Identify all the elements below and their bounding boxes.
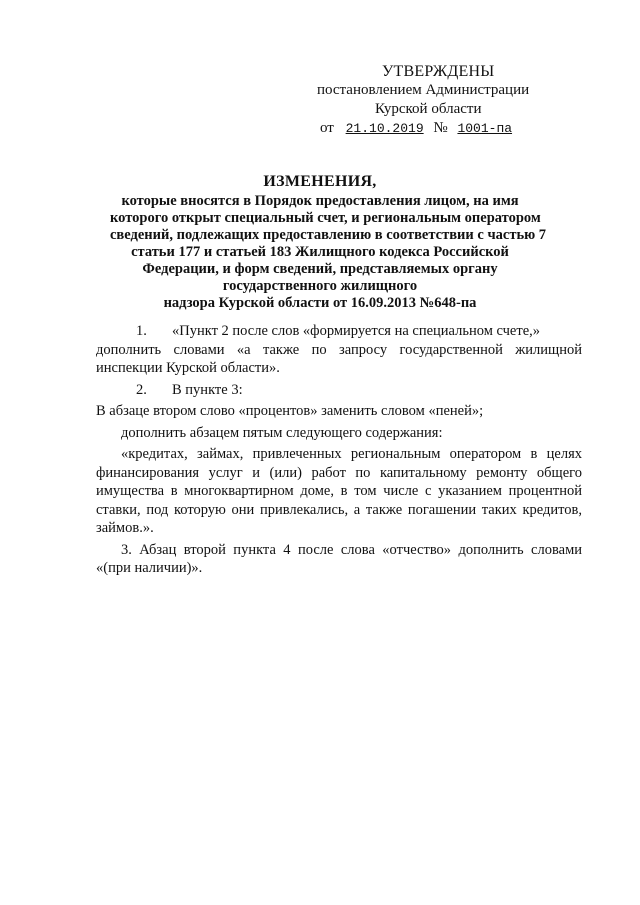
number-prefix: №: [433, 120, 448, 136]
paragraph-text: ставки, под которую они привлекались, а также погашении таких кредитов,: [96, 501, 582, 518]
paragraph-text: имущества в многоквартирном доме, в том числе с указанием процентной: [96, 483, 582, 499]
paragraph-text: дополнить абзацем пятым следующего содержания:: [121, 424, 443, 441]
heading-line: Федерации, и форм сведений, представляемых органу: [142, 261, 498, 277]
item-number: 2.: [136, 381, 147, 398]
paragraph-1: [96, 322, 582, 378]
heading-line: государственного жилищного: [222, 278, 418, 294]
paragraph-2: [96, 381, 582, 400]
approval-title: УТВЕРЖДЕНЫ: [382, 63, 495, 80]
paragraph-text: «(при наличии)».: [96, 560, 203, 576]
paragraph-6: [96, 541, 582, 578]
approval-line-1: постановлением Администрации: [317, 82, 530, 98]
document-heading: [110, 172, 547, 312]
paragraph-text: дополнить словами «а также по запросу государственной жилищной: [96, 341, 582, 358]
approval-date: 21.10.2019: [345, 121, 424, 136]
heading-line: которые вносятся в Порядок предоставления лицом, на имя: [121, 193, 519, 209]
paragraph-text: займов.».: [96, 520, 154, 536]
document-body: [96, 322, 582, 581]
approval-date-line: [300, 119, 550, 138]
paragraph-text: В абзаце втором слово «процентов» заменить словом «пеней»;: [96, 403, 484, 419]
approval-number: 1001-па: [457, 121, 513, 136]
paragraph-text: 3. Абзац второй пункта 4 после слова «отчество» дополнить словами: [121, 541, 582, 558]
heading-line: которого открыт специальный счет, и региональным оператором: [110, 210, 541, 226]
approval-line-2: Курской области: [375, 101, 482, 117]
heading-line: сведений, подлежащих предоставлению в соответствии с частью 7: [110, 227, 547, 243]
paragraph-text: «кредитах, займах, привлеченных региональным оператором в целях: [121, 446, 582, 462]
paragraph-text: финансирования услуг и (или) работ по капитальному ремонту общего: [96, 464, 582, 481]
item-number: 1.: [136, 323, 147, 339]
heading-main: ИЗМЕНЕНИЯ,: [263, 173, 377, 190]
heading-line: надзора Курской области от 16.09.2013 №648-па: [163, 295, 477, 311]
paragraph-text: В пункте 3:: [172, 381, 243, 398]
heading-line: статьи 177 и статьей 183 Жилищного кодекса Российской: [131, 244, 509, 260]
paragraph-3: [96, 402, 582, 421]
paragraph-5: [96, 445, 582, 538]
date-prefix: от: [320, 120, 334, 136]
paragraph-text: инспекции Курской области».: [96, 360, 280, 376]
paragraph-text: «Пункт 2 после слов «формируется на специальном счете,»: [172, 323, 541, 339]
paragraph-4: [96, 424, 582, 443]
approval-block: [300, 62, 550, 138]
